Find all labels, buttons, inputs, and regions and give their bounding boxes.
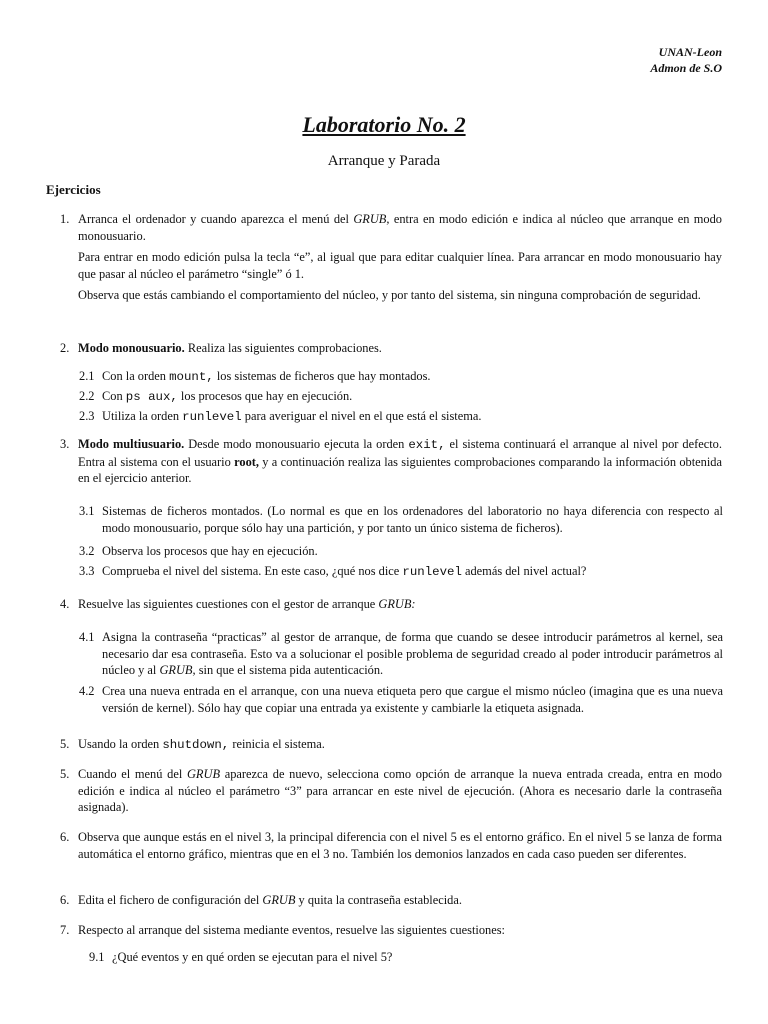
exercise-number: 6. <box>60 830 70 844</box>
text-run: Usando la orden <box>78 737 163 751</box>
text-run: entra en modo edición e indica al núcleo que arranque en modo monousuario. <box>78 212 722 243</box>
grub-term: GRUB, <box>353 212 390 226</box>
command-code: exit, <box>408 438 446 452</box>
subitem-2-1 <box>79 368 723 386</box>
subitem-number: 4.2 <box>79 684 95 698</box>
section-heading: Ejercicios <box>46 182 101 197</box>
text-run: y quita la contraseña establecida. <box>295 893 462 907</box>
grub-term: GRUB, <box>159 663 196 677</box>
text-run: Crea una nueva entrada en el arranque, con una nueva etiqueta pero que cargue el mismo núcleo (imagina que es una nueva versión de kernel). Sólo hay que copiar una entrada ya existente y cambiarle la etiqueta asignada. <box>102 684 723 715</box>
exercise-3 <box>60 436 722 487</box>
exercise-body <box>78 596 722 613</box>
exercise-body <box>78 436 722 487</box>
subitem-number: 2.3 <box>79 409 95 423</box>
exercise-body <box>78 340 722 357</box>
text-run: ¿Qué eventos y en qué orden se ejecutan para el nivel 5? <box>112 950 393 964</box>
exercise-number: 5. <box>60 737 70 751</box>
exercise-body <box>78 736 722 754</box>
subitem-2-2 <box>79 388 723 406</box>
exercise-number: 7. <box>60 923 70 937</box>
exercise-paragraph <box>78 211 722 244</box>
command-code: shutdown, <box>162 738 230 752</box>
document-header <box>650 44 722 76</box>
subitem-number: 2.2 <box>79 389 95 403</box>
exercise-2 <box>60 340 722 357</box>
exercise-body: Respecto al arranque del sistema mediante eventos, resuelve las siguientes cuestiones: <box>78 923 505 937</box>
subitem-3-3 <box>79 563 723 581</box>
text-run: Edita el fichero de configuración del <box>78 893 263 907</box>
subitem-number: 3.2 <box>79 544 95 558</box>
text-run: sin que el sistema pida autenticación. <box>195 663 384 677</box>
subitem-2-3 <box>79 408 723 426</box>
text-run: y a continuación realiza las siguientes comprobaciones comparando la información obtenida en el ejercicio anterior. <box>78 454 722 485</box>
command-code: runlevel <box>182 410 242 424</box>
page-subtitle: Arranque y Parada <box>327 153 441 169</box>
mode-label: Modo multiusuario. <box>78 437 185 451</box>
text-run: Arranca el ordenador y cuando aparezca el menú del <box>78 212 354 226</box>
subitem-9-1 <box>89 949 723 966</box>
exercise-body <box>78 892 722 909</box>
exercise-7 <box>60 922 722 939</box>
command-code: mount, <box>169 370 214 384</box>
grub-term: GRUB: <box>378 597 416 611</box>
text-run: los sistemas de ficheros que hay montados. <box>213 369 431 383</box>
exercise-paragraph: Para entrar en modo edición pulsa la tecla “e”, al igual que para editar cualquier línea. Para arrancar en modo monousuario hay que pasar al núcleo el parámetro “single” ó 1. <box>78 250 722 281</box>
page-title: Laboratorio No. 2 <box>302 112 466 137</box>
text-run: Utiliza la orden <box>102 409 183 423</box>
text-run: Cuando el menú del <box>78 767 187 781</box>
mode-label: Modo monousuario. <box>78 341 185 355</box>
subitem-3-1 <box>79 503 723 536</box>
subitem-number: 9.1 <box>89 950 105 964</box>
exercise-number: 3. <box>60 437 70 451</box>
command-code: ps aux, <box>125 390 178 404</box>
text-run: Asigna la contraseña “practicas” al gestor de arranque, de forma que cuando se desee introducir parámetros al kernel, sea necesario dar esa contraseña. Esto va a solucionar el posible problema de seguridad creado al poder introducir parámetros al núcleo y al <box>102 630 723 677</box>
subitem-4-2 <box>79 683 723 716</box>
text-run: además del nivel actual? <box>461 564 587 578</box>
exercise-body: Observa que aunque estás en el nivel 3, la principal diferencia con el nivel 5 es el entorno gráfico. En el nivel 5 se lanza de forma automática el entorno gráfico, mientras que en el 3 no. También los demonios lanzados en cada caso pueden ser diferentes. <box>78 830 722 861</box>
exercise-body <box>78 211 722 304</box>
header-institution: UNAN-Leon <box>658 45 722 59</box>
exercise-number: 1. <box>60 212 70 226</box>
subitem-4-1 <box>79 629 723 679</box>
text-run: los procesos que hay en ejecución. <box>177 389 353 403</box>
text-run: el sistema continuará el arranque al nivel por defecto. Entra al sistema con el usuario <box>78 437 722 469</box>
subitem-number: 4.1 <box>79 630 95 644</box>
exercise-number: 4. <box>60 597 70 611</box>
subitem-3-2 <box>79 543 723 560</box>
exercise-number: 2. <box>60 341 70 355</box>
exercise-1 <box>60 211 722 304</box>
text-run: Resuelve las siguientes cuestiones con el gestor de arranque <box>78 597 379 611</box>
text-run: Observa los procesos que hay en ejecución. <box>102 544 318 558</box>
text-run: Realiza las siguientes comprobaciones. <box>184 341 382 355</box>
text-run: Con la orden <box>102 369 170 383</box>
exercise-6b <box>60 892 722 909</box>
text-run: Desde modo monousuario ejecuta la orden <box>184 437 409 451</box>
exercise-number: 6. <box>60 893 70 907</box>
exercise-6a <box>60 829 722 862</box>
text-run: para averiguar el nivel en el que está el sistema. <box>241 409 482 423</box>
subitem-number: 3.1 <box>79 504 95 518</box>
text-run: Sistemas de ficheros montados. (Lo normal es que en los ordenadores del laboratorio no haya diferencia con respecto al modo monousuario, porque sólo hay una partición, y por tanto un único sistema de ficheros). <box>102 504 723 535</box>
exercise-paragraph: Observa que estás cambiando el comportamiento del núcleo, y por tanto del sistema, sin ninguna comprobación de seguridad. <box>78 288 701 302</box>
grub-term: GRUB <box>262 893 296 907</box>
subitem-number: 3.3 <box>79 564 95 578</box>
header-course: Admon de S.O <box>650 61 722 75</box>
text-run: Con <box>102 389 126 403</box>
text-run: reinicia el sistema. <box>229 737 325 751</box>
text-run: Comprueba el nivel del sistema. En este caso, ¿qué nos dice <box>102 564 403 578</box>
command-code: runlevel <box>402 565 462 579</box>
root-user: root, <box>234 454 259 469</box>
exercise-5b <box>60 766 722 816</box>
exercise-4 <box>60 596 722 613</box>
exercise-body <box>78 766 722 816</box>
grub-term: GRUB <box>186 767 221 781</box>
subitem-number: 2.1 <box>79 369 95 383</box>
text-run: aparezca de nuevo, selecciona como opción de arranque la nueva entrada creada, entra en modo edición e indica al núcleo el parámetro “3” para arrancar en este nivel de ejecución. (Ahora es necesario darle la contraseña asignada). <box>78 767 722 814</box>
exercise-5a <box>60 736 722 754</box>
exercise-number: 5. <box>60 767 70 781</box>
